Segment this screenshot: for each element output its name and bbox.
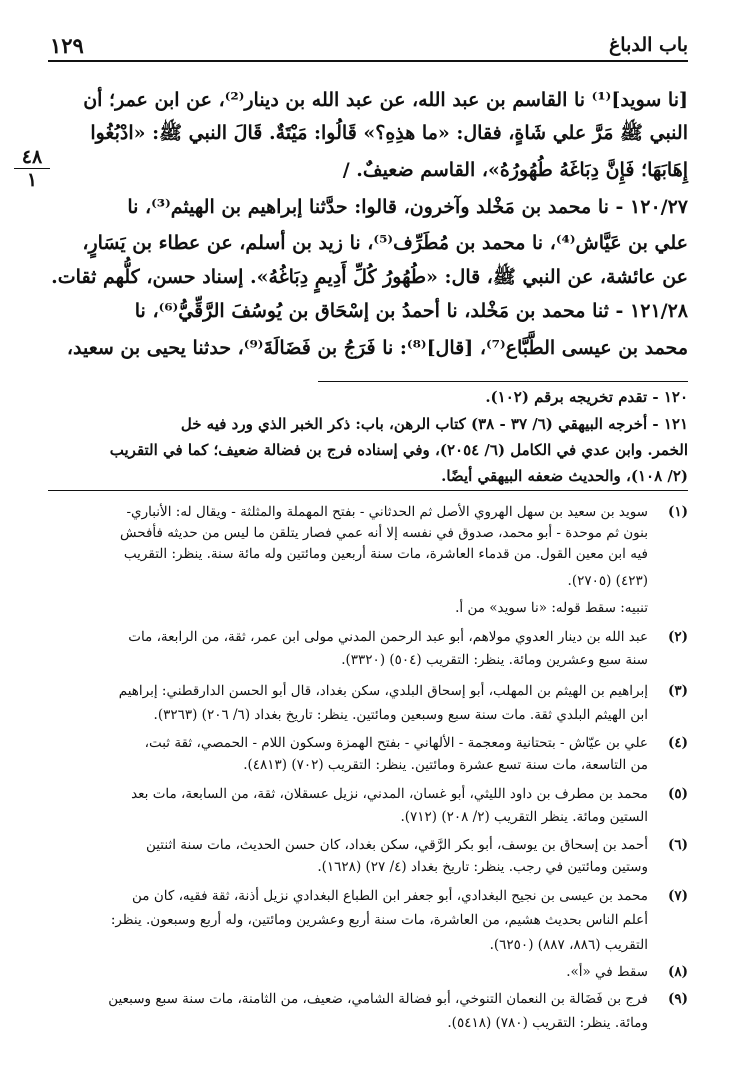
- header-divider: [48, 60, 688, 62]
- footnote-line: سقط في «أ».: [566, 964, 648, 980]
- footnote-note: تنبيه: سقط قوله: «نا سويد» من أ.: [455, 600, 648, 616]
- takhrij-line: ١٢١ - أخرجه البيهقي (٦/ ٣٧ - ٣٨) كتاب الرهن، باب: ذكر الخبر الذي ورد فيه خل: [180, 415, 688, 433]
- footnote-number: (٩): [667, 991, 688, 1007]
- footnote-line: عبد الله بن دينار العدوي مولاهم، أبو عبد الرحمن المدني مولى ابن عمر، ثقة، من الرابعة، مات: [128, 629, 648, 645]
- footnote-number: (٧): [667, 888, 688, 904]
- footnotes-divider: [48, 490, 688, 491]
- margin-side-number: ١: [26, 169, 38, 191]
- footnote-line: سويد بن سعيد بن سهل الهروي الأصل ثم الحدثاني - بفتح المهملة والمثلثة - ويقال له: الأنباري-: [126, 504, 648, 520]
- footnote-line: علي بن عيّاش - بتحتانية ومعجمة - الألهاني - بفتح الهمزة وسكون اللام - الحمصي، ثقة ثبت،: [144, 735, 648, 751]
- main-line: ١٢١/٢٨ - ثنا محمد بن مَخْلد، نا أحمدُ بن إسْحَاق بن يُوسُفَ الرَّقِّيُّ⁽⁶⁾، نا: [134, 300, 688, 322]
- takhrij-divider: [318, 381, 688, 382]
- margin-reference: [14, 147, 50, 190]
- footnote-line: ابن الهيثم البلدي ثقة. مات سنة سبع وسبعين ومائتين. ينظر: تاريخ بغداد (٦/ ٢٠٦) (٣٢٦٣).: [153, 707, 648, 723]
- footnote-line: من التاسعة، مات سنة تسع عشرة ومائتين. ينظر: التقريب (٧٠٢) (٤٨١٣).: [243, 757, 648, 773]
- main-line: إِهَابَهَا؛ فَإِنَّ دِبَاغَهُ طُهُورُهُ»، القاسم ضعيفٌ. /: [342, 159, 688, 181]
- page-number: ١٢٩: [50, 33, 84, 58]
- footnote-line: سنة سبع وعشرين ومائة. ينظر: التقريب (٥٠٤) (٣٣٢٠).: [341, 652, 648, 668]
- takhrij-line: (٢/ ١٠٨)، والحديث ضعفه البيهقي أيضًا.: [441, 467, 688, 485]
- footnote-line: فرج بن فَضَالة بن النعمان التنوخي، أبو فضالة الشامي، ضعيف، من الثامنة، مات سنة سبع وسبعين: [108, 991, 648, 1007]
- footnote-number: (٥): [667, 786, 688, 802]
- main-line: علي بن عَيَّاش⁽⁴⁾، نا محمد بن مُطَرِّف⁽⁵⁾، نا زيد بن أسلم، عن عطاء بن يَسَارٍ،: [82, 232, 688, 254]
- takhrij-line: ١٢٠ - تقدم تخريجه برقم (١٠٢).: [485, 388, 688, 406]
- footnote-line: إبراهيم بن الهيثم بن المهلب، أبو إسحاق البلدي، سكن بغداد، قال أبو الحسن الدارقطني: إبراهيم: [118, 683, 648, 699]
- footnote-number: (١): [667, 504, 688, 520]
- footnote-line: فيه ابن معين القول. من قدماء العاشرة، مات سنة أربعين ومائتين وله مائة سنة. ينظر: التقريب: [123, 546, 648, 562]
- footnote-line: (٤٢٣) (٢٧٠٥).: [567, 573, 648, 589]
- footnote-line: وستين ومائتين في رجب. ينظر: تاريخ بغداد (٤/ ٢٧) (١٦٢٨).: [317, 859, 648, 875]
- footnote-7: [48, 886, 688, 907]
- footnote-number: (٣): [667, 683, 688, 699]
- footnote-number: (٤): [667, 735, 688, 751]
- main-line: النبي ﷺ مَرَّ علي شَاةٍ، فقال: «ما هذِهِ؟» قَالُوا: مَيْتَةٌ. قَالَ النبي ﷺ: «ادْبُغُوا: [90, 122, 688, 144]
- page-header: [48, 31, 688, 59]
- footnote-4: [48, 733, 688, 754]
- main-line: [نا سويد]⁽¹⁾ نا القاسم بن عبد الله، عن عبد الله بن دينار⁽²⁾، عن ابن عمر؛ أن: [83, 89, 688, 111]
- footnote-line: أحمد بن إسحاق بن يوسف، أبو بكر الرَّقي، سكن بغداد، كان حسن الحديث، مات سنة اثنتين: [145, 837, 648, 853]
- footnote-number: (٨): [667, 964, 688, 980]
- footnote-line: التقريب (٨٨٦، ٨٨٧) (٦٢٥٠).: [489, 937, 648, 953]
- margin-folio-number: ٤٨: [14, 147, 50, 169]
- footnote-number: (٦): [667, 837, 688, 853]
- takhrij-line: الخمر. وابن عدي في الكامل (٦/ ٢٠٥٤)، وفي إسناده فرج بن فضالة ضعيف؛ كما في التقريب: [109, 441, 688, 459]
- footnote-6: [48, 835, 688, 856]
- footnote-2: [48, 627, 688, 648]
- footnote-9: [48, 989, 688, 1010]
- chapter-title: باب الدباغ: [608, 34, 688, 56]
- footnote-line: بنون ثم موحدة - أبو محمد، صدوق في نفسه إلا أنه عمي فصار يتلقن ما ليس من حديثه فأفحش: [120, 525, 648, 541]
- footnote-line: أعلم الناس بحديث هشيم، من العاشرة، مات سنة أربع وعشرين ومائتين، وله أربع وسبعون. ينظر:: [110, 912, 648, 928]
- footnote-line: محمد بن عيسى بن نجيح البغدادي، أبو جعفر ابن الطباع البغدادي نزيل أذنة، ثقة فقيه، كان من: [132, 888, 648, 904]
- footnote-5: [48, 784, 688, 805]
- main-line: عن عائشة، عن النبي ﷺ، قال: «طُهُورُ كُلِّ أَدِيمٍ دِبَاغُهُ». إسناد حسن، كلُّهم ثقات.: [51, 266, 688, 288]
- footnote-3: [48, 681, 688, 702]
- footnote-number: (٢): [667, 629, 688, 645]
- footnote-line: الستين ومائة. ينظر التقريب (٢/ ٢٠٨) (٧١٢).: [400, 809, 648, 825]
- footnote-8: [48, 962, 688, 983]
- footnote-1: [48, 502, 688, 523]
- main-line: محمد بن عيسى الطَّبَّاع⁽⁷⁾، [قال]⁽⁸⁾: نا فَرَجُ بن فَضَالَةَ⁽⁹⁾، حدثنا يحيى بن سعيد،: [66, 337, 688, 359]
- footnote-line: محمد بن مطرف بن داود الليثي، أبو غسان، المدني، نزيل عسقلان، ثقة، من السابعة، مات بعد: [131, 786, 648, 802]
- footnote-line: ومائة. ينظر: التقريب (٧٨٠) (٥٤١٨).: [447, 1015, 648, 1031]
- main-line: ١٢٠/٢٧ - نا محمد بن مَخْلد وآخرون، قالوا: حدَّثنا إبراهيم بن الهيثم⁽³⁾، نا: [127, 196, 688, 218]
